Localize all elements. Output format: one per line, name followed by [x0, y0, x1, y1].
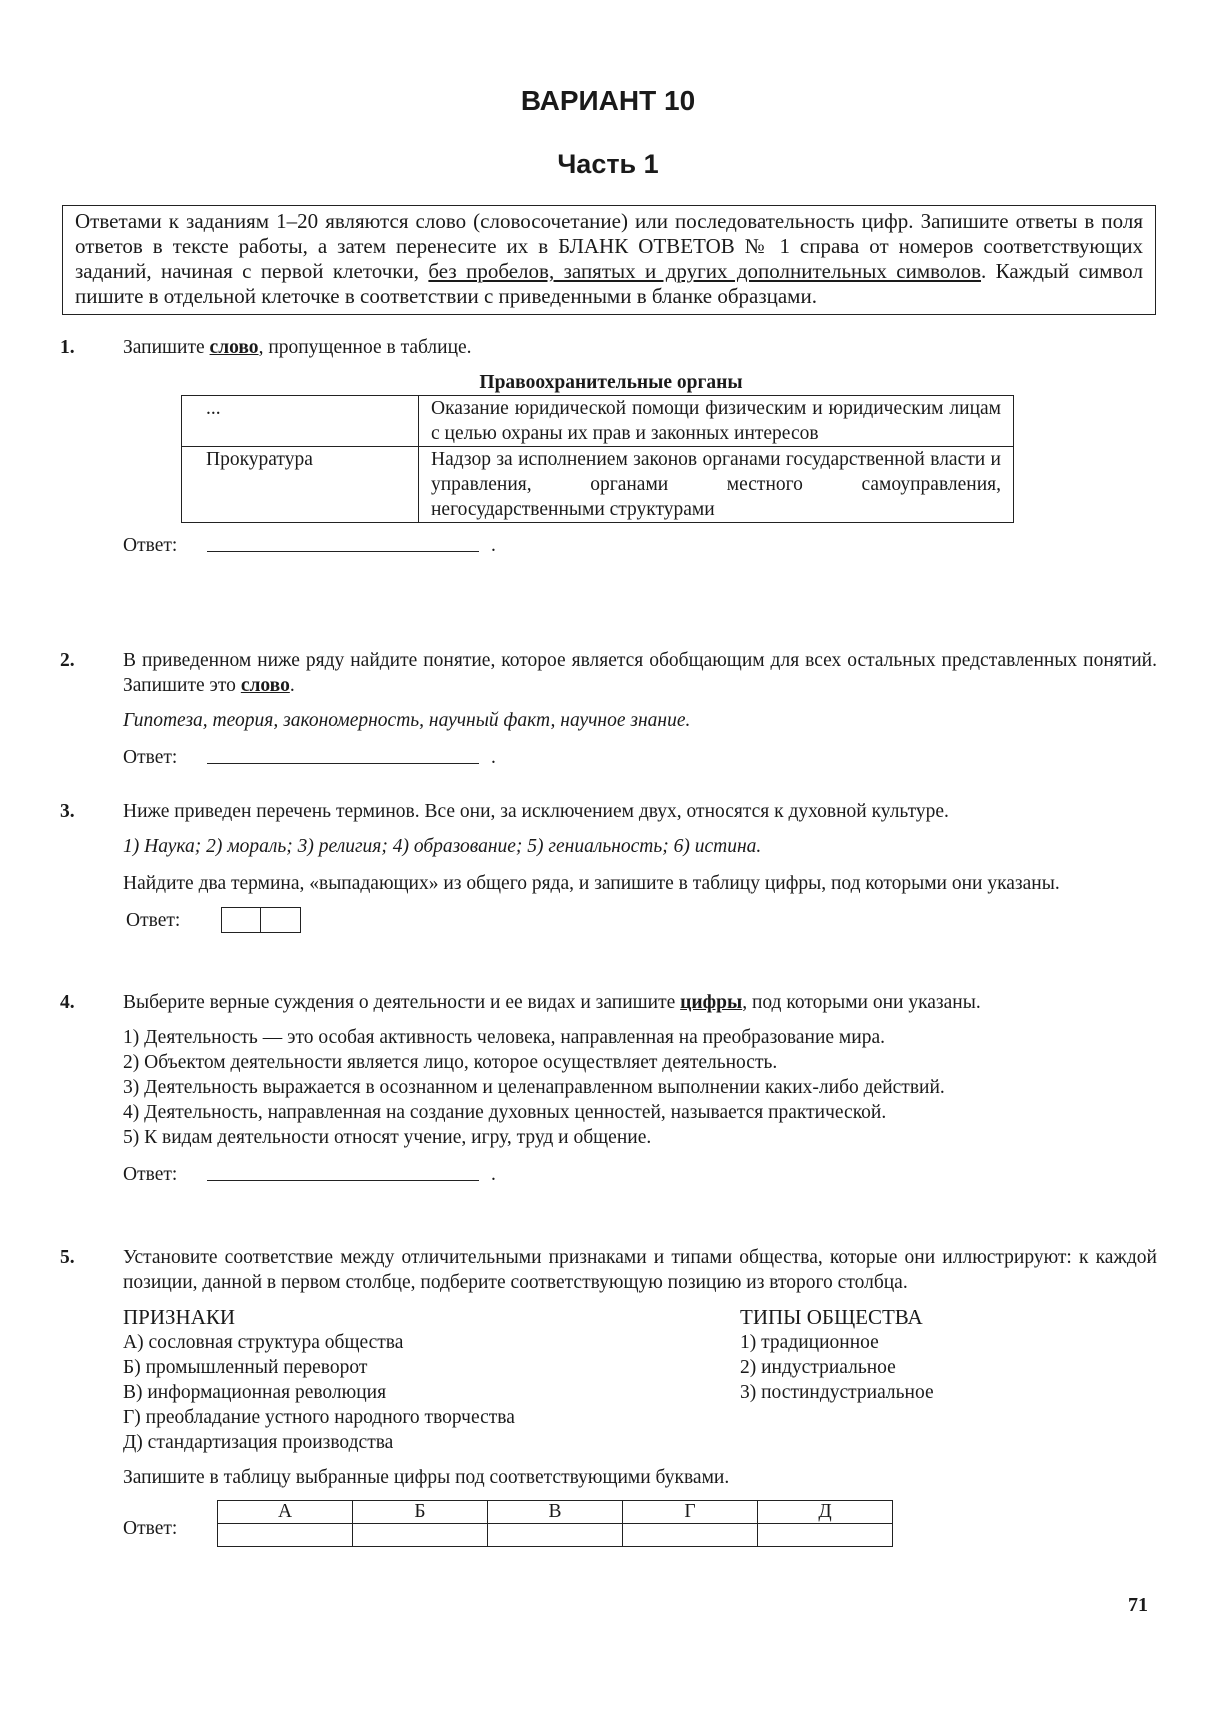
- list-item: 1) Деятельность — это особая активность человека, направленная на преобразование мира.: [123, 1027, 885, 1048]
- letter-header: В: [488, 1501, 623, 1524]
- instructions-text: Ответами к заданиям 1–20 являются слово (словосочетание) или последовательность цифр. Запишите ответы в поля ответов в тексте работы, а затем перенесите их в БЛАНК ОТВЕТОВ № 1 справа от номеров соответствующих заданий, начиная с первой клеточки,: [75, 209, 1143, 283]
- list-item: 3) Деятельность выражается в осознанном и целенаправленном выполнении каких-либо действий.: [123, 1077, 945, 1098]
- instructions-text-end: . Каждый символ пишите в отдельной клеточке в соответствии с приведенными в бланке образцами.: [75, 259, 1144, 308]
- letter-header: А: [218, 1501, 353, 1524]
- instructions-underlined: без пробелов, запятых и других дополнительных символов: [428, 259, 982, 283]
- terms-list: Гипотеза, теория, закономерность, научный факт, научное знание.: [123, 710, 691, 731]
- list-item: 5) К видам деятельности относят учение, игру, труд и общение.: [123, 1127, 652, 1148]
- list-item: Д) стандартизация производства: [123, 1432, 394, 1453]
- table-row: [182, 396, 1014, 447]
- task-question: Ниже приведен перечень терминов. Все они, за исключением двух, относятся к духовной культуре.: [123, 801, 949, 822]
- list-item: Г) преобладание устного народного творчества: [123, 1407, 515, 1428]
- answer-label: Ответ:: [126, 910, 181, 931]
- answer-row: Ответ: .: [123, 747, 496, 768]
- list-item: 2) индустриальное: [740, 1357, 896, 1378]
- task-number: 5.: [60, 1247, 75, 1268]
- emphasis-word: цифры: [680, 992, 743, 1013]
- matching-columns: [123, 1305, 1157, 1455]
- answer-field[interactable]: [207, 551, 479, 552]
- letter-header: Б: [353, 1501, 488, 1524]
- instructions-box: [62, 205, 1156, 315]
- task-question: Установите соответствие между отличительными признаками и типами общества, которые они иллюстрируют: к каждой позиции, данной в первом столбце, подберите соответствующую позицию из второго столбца.: [123, 1247, 1157, 1293]
- letter-header: Д: [758, 1501, 893, 1524]
- table-row: [218, 1524, 893, 1547]
- society-types-column: [740, 1305, 1140, 1405]
- emphasis-word: слово: [240, 675, 290, 696]
- list-item: А) сословная структура общества: [123, 1332, 404, 1353]
- emphasis-word: слово: [209, 337, 259, 358]
- answer-cell[interactable]: [221, 907, 261, 933]
- statements-list: [123, 1025, 1157, 1150]
- column-header: ТИПЫ ОБЩЕСТВА: [740, 1305, 923, 1329]
- task-question: Выберите верные суждения о деятельности и ее видах и запишите цифры, под которыми они указаны.: [123, 992, 981, 1013]
- list-item: 2) Объектом деятельности является лицо, которое осуществляет деятельность.: [123, 1052, 778, 1073]
- answer-cell[interactable]: [353, 1524, 488, 1547]
- table-instruction: Запишите в таблицу выбранные цифры под соответствующими буквами.: [123, 1467, 730, 1488]
- answer-table: [217, 1500, 893, 1547]
- list-item: В) информационная революция: [123, 1382, 387, 1403]
- answer-label: Ответ:: [123, 747, 178, 768]
- table-row: [182, 447, 1014, 523]
- list-item: 3) постиндустриальное: [740, 1382, 934, 1403]
- table-cell: Надзор за исполнением законов органами государственной власти и управления, органами местного самоуправления, негосударственными структурами: [419, 447, 1014, 523]
- table-cell: Прокуратура: [182, 447, 419, 523]
- answer-cell[interactable]: [488, 1524, 623, 1547]
- task-number: 1.: [60, 337, 75, 358]
- answer-field[interactable]: [207, 763, 479, 764]
- answer-field[interactable]: [207, 1180, 479, 1181]
- letter-header: Г: [623, 1501, 758, 1524]
- answer-label: Ответ:: [123, 1518, 178, 1539]
- task-question: В приведенном ниже ряду найдите понятие, которое является обобщающим для всех остальных представленных понятий. Запишите это слово.: [123, 650, 1157, 696]
- answer-label: Ответ:: [123, 535, 178, 556]
- table-cell: Оказание юридической помощи физическим и юридическим лицам с целью охраны их прав и законных интересов: [419, 396, 1014, 447]
- answer-cell[interactable]: [218, 1524, 353, 1547]
- table-cell-missing: ...: [182, 396, 419, 447]
- answer-cell[interactable]: [261, 907, 301, 933]
- answer-cell[interactable]: [623, 1524, 758, 1547]
- law-enforcement-table: [181, 395, 1014, 523]
- signs-column: [123, 1305, 683, 1455]
- table-caption: Правоохранительные органы: [479, 372, 743, 393]
- task-instruction: Найдите два термина, «выпадающих» из общего ряда, и запишите в таблицу цифры, под которыми они указаны.: [123, 873, 1060, 894]
- page-number: 71: [1128, 1594, 1148, 1616]
- answer-cell[interactable]: [758, 1524, 893, 1547]
- answer-label: Ответ:: [123, 1164, 178, 1185]
- task-number: 2.: [60, 650, 75, 671]
- answer-row: Ответ: .: [123, 535, 496, 556]
- variant-title: ВАРИАНТ 10: [520, 85, 696, 116]
- column-header: ПРИЗНАКИ: [123, 1305, 236, 1329]
- task-number: 3.: [60, 801, 75, 822]
- table-header-row: [218, 1501, 893, 1524]
- list-item: 1) традиционное: [740, 1332, 879, 1353]
- task-number: 4.: [60, 992, 75, 1013]
- answer-row: [123, 906, 1157, 934]
- list-item: Б) промышленный переворот: [123, 1357, 368, 1378]
- terms-list: 1) Наука; 2) мораль; 3) религия; 4) образование; 5) гениальность; 6) истина.: [123, 836, 762, 857]
- list-item: 4) Деятельность, направленная на создание духовных ценностей, называется практической.: [123, 1102, 887, 1123]
- task-question: Запишите слово, пропущенное в таблице.: [123, 337, 472, 358]
- answer-table-row: [123, 1500, 1157, 1556]
- part-title: Часть 1: [557, 149, 659, 179]
- answer-row: Ответ: .: [123, 1164, 496, 1185]
